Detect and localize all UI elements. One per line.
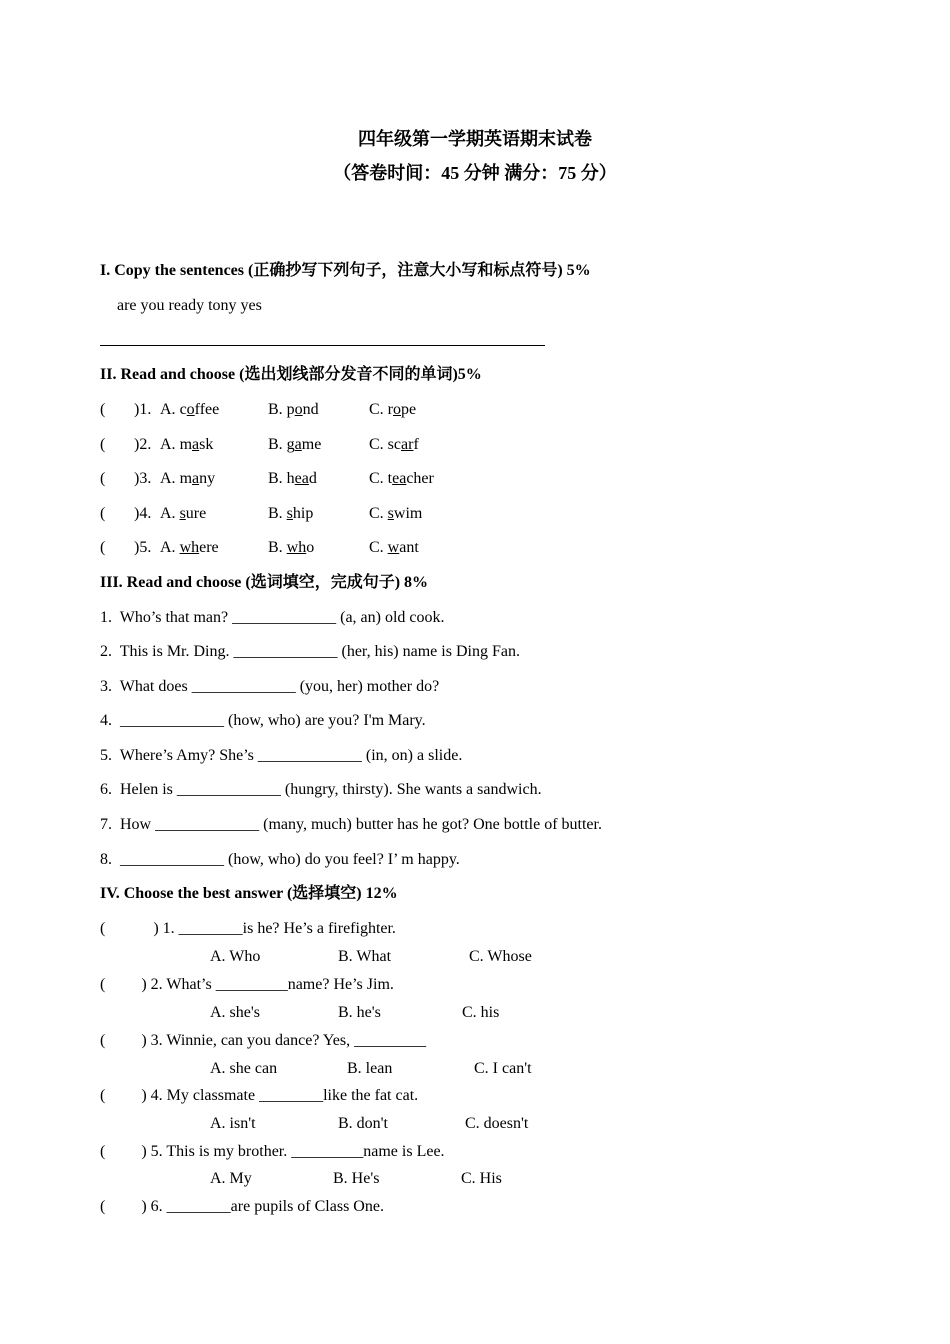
mc-option-b: B. don't (338, 1115, 388, 1132)
copy-sentence: are you ready tony yes (117, 297, 262, 314)
answer-bracket: ( (100, 436, 106, 453)
mc-option-c: C. doesn't (465, 1115, 529, 1132)
option-c: C. teacher (369, 470, 434, 487)
mc-question: ( ) 3. Winnie, can you dance? Yes, _________ (100, 1032, 427, 1049)
answer-line (100, 345, 545, 346)
fill-blank-item: 5. Where’s Amy? She’s _____________ (in, on) a slide. (100, 747, 463, 764)
option-b: B. pond (268, 401, 319, 418)
mc-option-a: A. Who (210, 948, 261, 965)
mc-question: ( ) 6. ________are pupils of Class One. (100, 1198, 384, 1215)
option-b: B. who (268, 539, 315, 556)
question-number: )1. (134, 401, 152, 418)
option-b: B. game (268, 436, 322, 453)
fill-blank-item: 2. This is Mr. Ding. _____________ (her, his) name is Ding Fan. (100, 643, 520, 660)
section4-heading: IV. Choose the best answer (选择填空) 12% (100, 885, 398, 902)
mc-option-a: A. My (210, 1170, 252, 1187)
mc-option-c: C. I can't (474, 1060, 532, 1077)
fill-blank-item: 6. Helen is _____________ (hungry, thirsty). She wants a sandwich. (100, 781, 542, 798)
mc-question: ( ) 5. This is my brother. _________name is Lee. (100, 1143, 445, 1160)
fill-blank-item: 7. How _____________ (many, much) butter has he got? One bottle of butter. (100, 816, 602, 833)
mc-option-c: C. His (461, 1170, 502, 1187)
mc-option-a: A. she's (210, 1004, 260, 1021)
answer-bracket: ( (100, 401, 106, 418)
answer-bracket: ( (100, 470, 106, 487)
option-a: A. mask (160, 436, 214, 453)
mc-option-b: B. lean (347, 1060, 393, 1077)
answer-bracket: ( (100, 505, 106, 522)
mc-question: ( ) 1. ________is he? He’s a firefighter. (100, 920, 396, 937)
mc-option-a: A. isn't (210, 1115, 256, 1132)
option-a: A. sure (160, 505, 207, 522)
option-c: C. scarf (369, 436, 419, 453)
question-number: )4. (134, 505, 152, 522)
exam-title: 四年级第一学期英语期末试卷 (358, 129, 592, 149)
mc-option-b: B. He's (333, 1170, 380, 1187)
option-b: B. ship (268, 505, 314, 522)
fill-blank-item: 1. Who’s that man? _____________ (a, an) old cook. (100, 609, 445, 626)
fill-blank-item: 3. What does _____________ (you, her) mother do? (100, 678, 440, 695)
section2-heading: II. Read and choose (选出划线部分发音不同的单词)5% (100, 366, 482, 383)
option-a: A. where (160, 539, 219, 556)
option-a: A. coffee (160, 401, 220, 418)
option-c: C. swim (369, 505, 423, 522)
mc-option-b: B. What (338, 948, 392, 965)
option-c: C. want (369, 539, 419, 556)
question-number: )5. (134, 539, 152, 556)
mc-question: ( ) 4. My classmate ________like the fat cat. (100, 1087, 419, 1104)
option-c: C. rope (369, 401, 417, 418)
option-b: B. head (268, 470, 317, 487)
section1-heading: I. Copy the sentences (正确抄写下列句子，注意大小写和标点符号) 5% (100, 262, 591, 279)
fill-blank-item: 8. _____________ (how, who) do you feel? I’ m happy. (100, 851, 460, 868)
mc-question: ( ) 2. What’s _________name? He’s Jim. (100, 976, 394, 993)
mc-option-a: A. she can (210, 1060, 278, 1077)
mc-option-b: B. he's (338, 1004, 381, 1021)
option-a: A. many (160, 470, 216, 487)
mc-option-c: C. Whose (469, 948, 532, 965)
question-number: )2. (134, 436, 152, 453)
section3-heading: III. Read and choose (选词填空，完成句子) 8% (100, 574, 429, 591)
question-number: )3. (134, 470, 152, 487)
mc-option-c: C. his (462, 1004, 500, 1021)
answer-bracket: ( (100, 539, 106, 556)
exam-subtitle: （答卷时间：45 分钟 满分：75 分） (333, 163, 617, 183)
fill-blank-item: 4. _____________ (how, who) are you? I'm Mary. (100, 712, 426, 729)
